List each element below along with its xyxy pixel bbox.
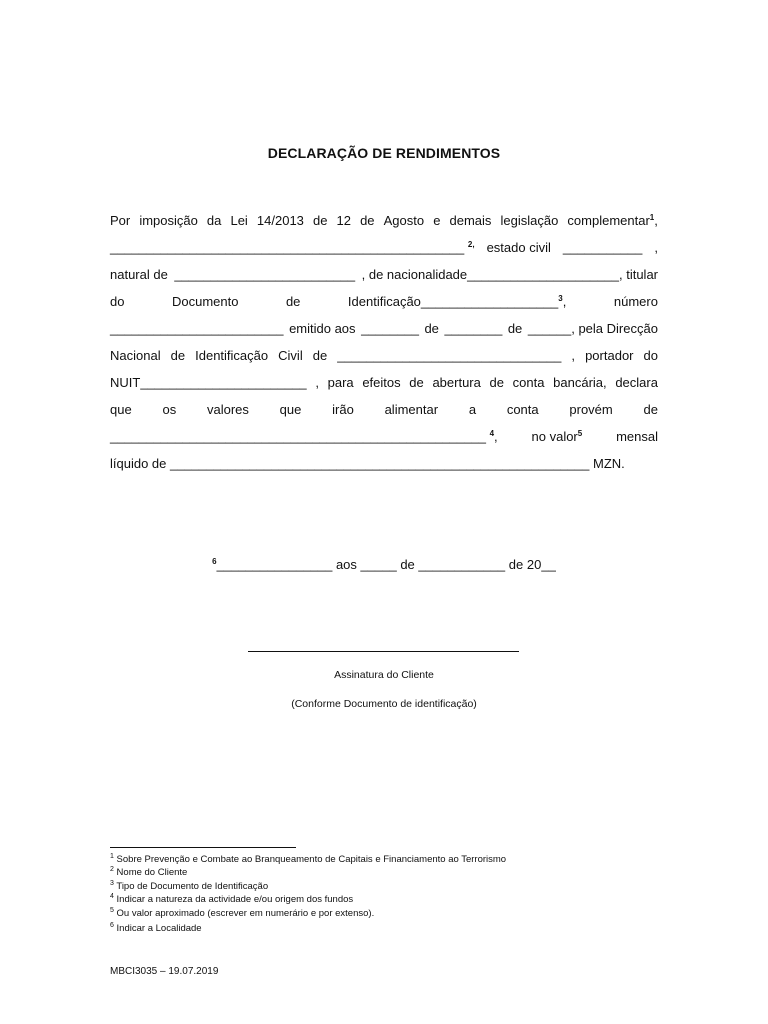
locality-blank[interactable]: ________________ [216, 557, 333, 572]
id-number-blank[interactable]: ________________________ [110, 321, 284, 336]
declaration-line-6: Nacional de Identificação Civil de _______________________________ , portador do [110, 348, 658, 363]
declaration-line-7: NUIT_______________________ , para efeitos de abertura de conta bancária, declara [110, 375, 658, 390]
footnote-item: $^6$ Indicar a Localidade [110, 922, 202, 934]
declaration-line-9: ____________________________________________________ $^4$, no valor$^5$ mensal [110, 429, 658, 444]
declaration-line-1: Por imposição da Lei 14/2013 de 12 de Agosto e demais legislação complementar$^1$, [110, 213, 658, 228]
footnote-mark-4: 4 [489, 429, 495, 438]
declaration-line-8: que os valores que irão alimentar a conta provém de [110, 402, 658, 417]
issue-year-blank[interactable]: ______ [527, 321, 572, 336]
issue-month-blank[interactable]: ________ [444, 321, 503, 336]
footnote-mark-6: 6 [212, 557, 217, 566]
place-date-line: $^6$________________ aos _____ de ____________ de 20__ [212, 557, 556, 572]
declaration-line-2: _________________________________________________ $^{2,}$ estado civil ___________ , [110, 240, 658, 255]
birthplace-blank[interactable]: _________________________ [174, 267, 356, 282]
signature-note: (Conforme Documento de identificação) [291, 698, 477, 710]
nationality-blank[interactable]: _____________________ [467, 267, 619, 282]
signature-line[interactable] [248, 651, 519, 652]
document-title: DECLARAÇÃO DE RENDIMENTOS [267, 145, 501, 161]
footnote-mark-3: 3 [558, 294, 563, 303]
civil-id-location-blank[interactable]: _______________________________ [337, 348, 562, 363]
declaration-line-4: do Documento de Identificação___________________$^3$, número [110, 294, 658, 309]
footnote-item: $^4$ Indicar a natureza da actividade e/ou origem dos fundos [110, 893, 354, 905]
declaration-line-3: natural de _________________________ , de nacionalidade_____________________, titular [110, 267, 658, 282]
date-year-blank[interactable]: __ [541, 557, 556, 572]
footnote-mark-2: 2, [467, 240, 475, 249]
declaration-line-10: líquido de __________________________________________________________ MZN. [110, 456, 625, 471]
footnote-item: $^3$ Tipo de Documento de Identificação [110, 880, 269, 892]
footnote-item: $^1$ Sobre Prevenção e Combate ao Branqueamento de Capitais e Financiamento ao Terrorismo [110, 853, 507, 865]
signature-label: Assinatura do Cliente [334, 669, 434, 681]
date-month-blank[interactable]: ____________ [418, 557, 506, 572]
id-document-type-blank[interactable]: ___________________ [420, 294, 559, 309]
date-day-blank[interactable]: _____ [360, 557, 397, 572]
declaration-line-5: ________________________ emitido aos ________ de ________ de ______, pela Direcção [110, 321, 658, 336]
footnote-mark-1: 1 [649, 213, 655, 222]
footnote-separator [110, 847, 296, 848]
footnote-item: $^2$ Nome do Cliente [110, 866, 188, 878]
issue-day-blank[interactable]: ________ [361, 321, 419, 336]
form-code: MBCI3035 – 19.07.2019 [110, 966, 219, 977]
footnote-mark-5: 5 [577, 429, 583, 438]
net-monthly-amount-blank[interactable]: __________________________________________________________ [170, 456, 590, 471]
footnote-item: $^5$ Ou valor aproximado (escrever em numerário e por extenso). [110, 907, 375, 919]
client-name-blank[interactable]: _________________________________________________ [110, 240, 465, 255]
nuit-blank[interactable]: _______________________ [140, 375, 307, 390]
marital-status-blank[interactable]: ___________ [562, 240, 643, 255]
funds-origin-blank[interactable]: ____________________________________________________ [110, 429, 486, 444]
